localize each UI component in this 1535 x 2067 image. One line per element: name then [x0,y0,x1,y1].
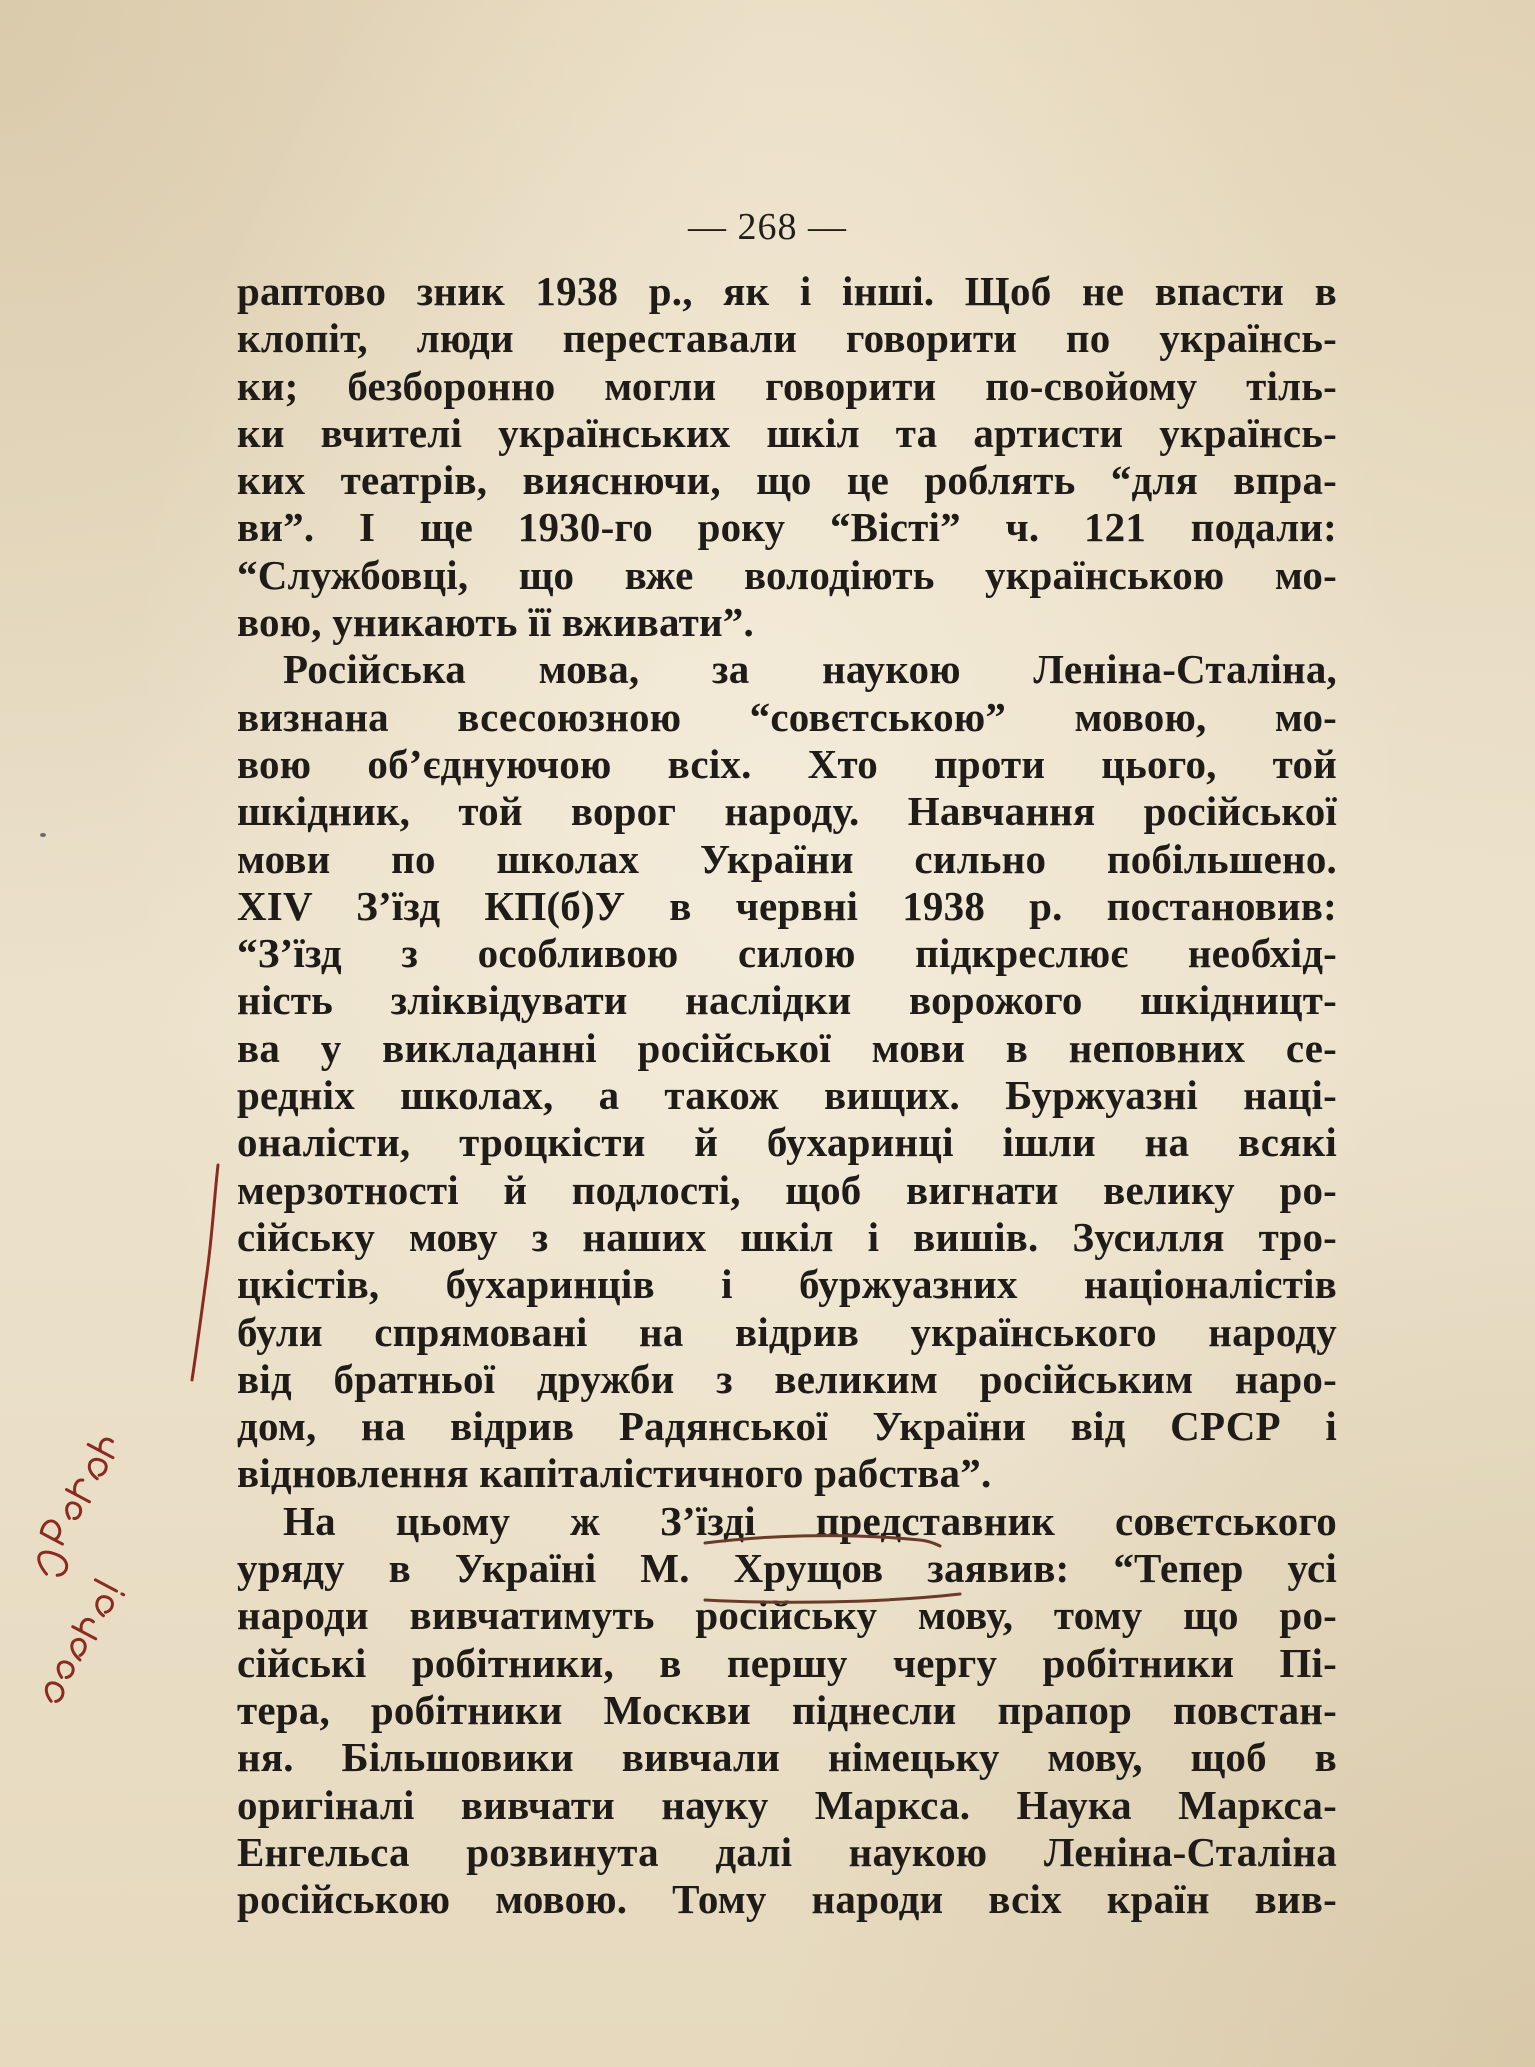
text-line: ки; безборонно могли говорити по-свойому тіль- [237,362,1337,409]
text-line: оригіналі вивчати науку Маркса. Наука Маркса- [237,1781,1337,1828]
text-line: клопіт, люди переставали говорити по українсь- [237,315,1337,362]
text-line: визнана всесоюзною “совєтською” мовою, мо- [237,693,1337,740]
text-line: ви”. І ще 1930-го року “Вісті” ч. 121 подали: [237,504,1337,551]
text-line: сійські робітники, в першу чергу робітники Пі- [237,1639,1337,1686]
page-number: — 268 — [688,206,847,248]
paragraph-2 [237,646,1337,1497]
text-line: народи вивчатимуть російську мову, тому що ро- [237,1592,1337,1639]
text-line: ність зліквідувати наслідки ворожого шкідницт- [237,977,1337,1024]
text-line: відновлення капіталістичного рабства”. [237,1450,992,1497]
text-line: мови по школах України сильно побільшено. [237,835,1337,882]
body-text [237,268,1337,1923]
text-line: Енгельса розвинута далі наукою Леніна-Сталіна [237,1828,1337,1875]
text-line: редніх школах, а також вищих. Буржуазні наці- [237,1072,1337,1119]
text-line: вою, уникають її вживати”. [237,599,754,646]
text-line: від братньої дружби з великим російським наро- [237,1355,1337,1402]
text-line: “З’їзд з особливою силою підкреслює необхід- [237,930,1337,977]
text-line: сійську мову з наших шкіл і вишів. Зусилля тро- [237,1213,1337,1260]
text-line: XIV З’їзд КП(б)У в червні 1938 р. постановив: [237,882,1337,929]
text-line: вою об’єднуючою всіх. Хто проти цього, той [237,740,1337,787]
text-line: дом, на відрив Радянської України від СРСР і [237,1403,1337,1450]
text-line: уряду в Україні М. Хрущов заявив: “Тепер усі [237,1545,1337,1592]
text-line: ва у викладанні російської мови в неповних се- [237,1024,1337,1071]
text-line: цкістів, бухаринців і буржуазних націоналістів [237,1261,1337,1308]
text-line: “Службовці, що вже володіють українською мо- [237,551,1337,598]
text-line: раптово зник 1938 р., як і інші. Щоб не впасти в [237,268,1337,314]
text-line: ня. Більшовики вивчали німецьку мову, щоб в [237,1734,1337,1781]
text-line: Російська мова, за наукою Леніна-Сталіна, [283,646,1337,693]
text-line: шкідник, той ворог народу. Навчання російської [237,788,1337,835]
margin-note-scribble [24,1431,129,1581]
paragraph-3 [237,1498,1337,1924]
text-line: тера, робітники Москви піднесли прапор повстан- [237,1686,1337,1733]
paragraph-1 [237,268,1337,646]
text-line: ких театрів, вияснючи, що це роблять “для впра- [237,457,1337,504]
text-line: На цьому ж З’їзді представник совєтського [283,1497,1337,1544]
margin-line-mark [192,1165,218,1380]
text-line: оналісти, троцкісти й бухаринці ішли на всякі [237,1119,1337,1166]
margin-note-scribble [35,1580,123,1708]
text-line: були спрямовані на відрив українського народу [237,1308,1337,1355]
text-line: російською мовою. Тому народи всіх країн вив- [237,1876,1337,1923]
text-line: ки вчителі українських шкіл та артисти українсь- [237,409,1337,456]
text-line: мерзотності й подлості, щоб вигнати велику ро- [237,1166,1337,1213]
paper-speck [40,833,46,837]
